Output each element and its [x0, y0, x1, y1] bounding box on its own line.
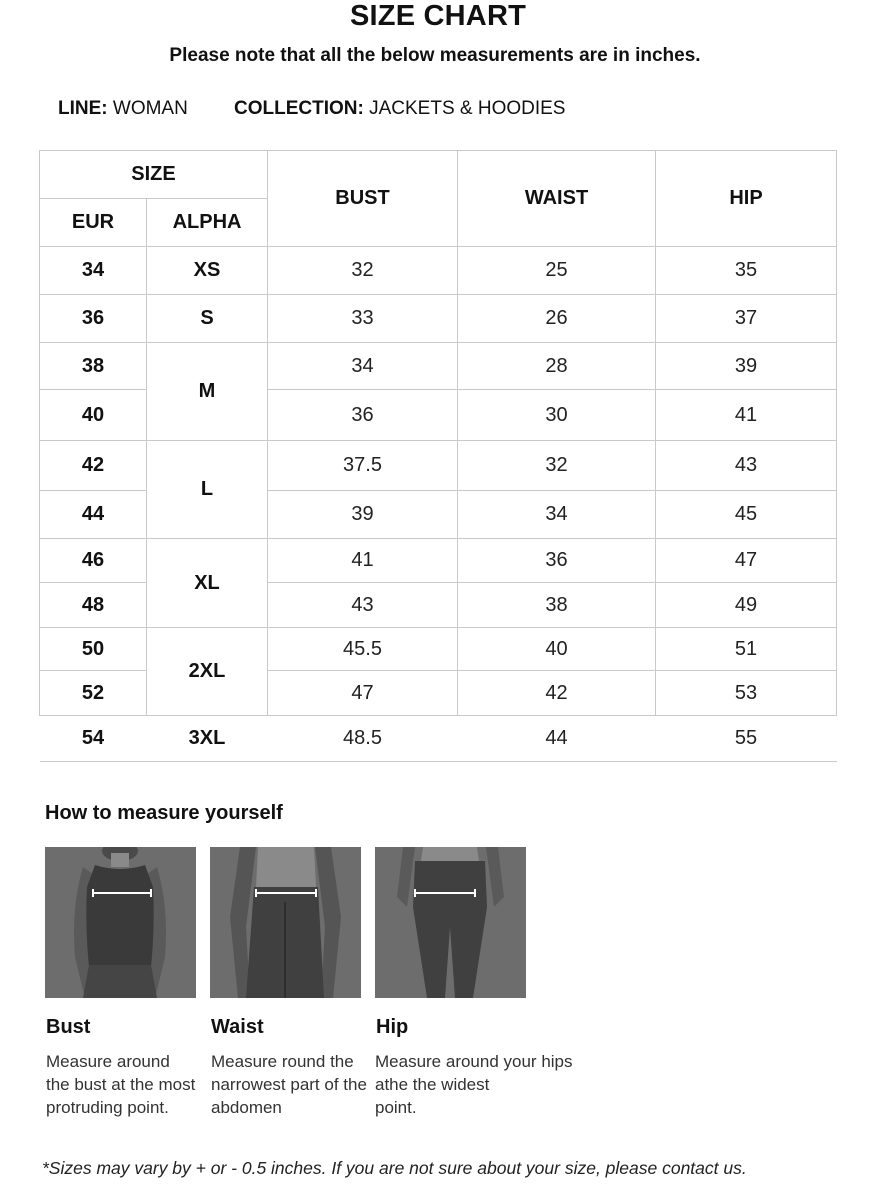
eur-cell: 40: [40, 390, 147, 441]
bust-description-line: Measure around: [46, 1052, 170, 1071]
waist-description-line: Measure round the: [211, 1052, 354, 1071]
collection-value: JACKETS & HOODIES: [369, 98, 566, 119]
hip-cell: 49: [656, 583, 837, 628]
hip-cell: 47: [656, 539, 837, 583]
size-footnote: *Sizes may vary by + or - 0.5 inches. If you are not sure about your size, please contact us.: [42, 1158, 747, 1178]
line-value: WOMAN: [112, 98, 188, 119]
bust-cell: 41: [268, 539, 458, 583]
hip-cell: 37: [656, 295, 837, 343]
waist-cell: 34: [458, 491, 656, 539]
alpha-cell: M: [147, 343, 268, 441]
bust-description-line: the bust at the most: [46, 1075, 196, 1094]
line-info: [58, 97, 188, 121]
waist-description-line: narrowest part of the: [211, 1075, 367, 1094]
waist-description-line: abdomen: [211, 1098, 282, 1117]
hip-cell: 53: [656, 671, 837, 716]
hip-title: Hip: [376, 1016, 409, 1038]
waist-cell: 44: [458, 716, 656, 762]
table-row: [40, 441, 837, 491]
eur-cell: 46: [40, 539, 147, 583]
bust-header: BUST: [268, 151, 458, 247]
waist-cell: 30: [458, 390, 656, 441]
waist-title: Waist: [211, 1016, 264, 1038]
alpha-cell: L: [147, 441, 268, 539]
bust-cell: 36: [268, 390, 458, 441]
hip-cell: 43: [656, 441, 837, 491]
alpha-cell: XS: [147, 247, 268, 295]
hip-description-line: point.: [375, 1098, 417, 1117]
table-row: [40, 539, 837, 583]
eur-cell: 52: [40, 671, 147, 716]
table-row: [40, 716, 837, 762]
eur-header: EUR: [40, 199, 147, 247]
eur-cell: 54: [40, 716, 147, 762]
hip-description-line: Measure around your hips: [375, 1052, 573, 1071]
alpha-cell: XL: [147, 539, 268, 628]
bust-description: [46, 1050, 195, 1119]
eur-cell: 42: [40, 441, 147, 491]
waist-header: WAIST: [458, 151, 656, 247]
waist-cell: 28: [458, 343, 656, 390]
table-row: [40, 343, 837, 390]
hip-cell: 41: [656, 390, 837, 441]
eur-cell: 48: [40, 583, 147, 628]
waist-cell: 26: [458, 295, 656, 343]
hip-cell: 39: [656, 343, 837, 390]
table-row: [40, 628, 837, 671]
bust-cell: 45.5: [268, 628, 458, 671]
hip-description-line: athe the widest: [375, 1075, 490, 1094]
hip-cell: 55: [656, 716, 837, 762]
bust-description-line: protruding point.: [46, 1098, 169, 1117]
waist-measure-image: [210, 847, 361, 998]
how-to-measure-title: How to measure yourself: [45, 802, 283, 824]
waist-cell: 42: [458, 671, 656, 716]
hip-cell: 51: [656, 628, 837, 671]
eur-cell: 44: [40, 491, 147, 539]
bust-cell: 37.5: [268, 441, 458, 491]
line-label: LINE:: [58, 98, 108, 119]
waist-cell: 40: [458, 628, 656, 671]
hip-measure-image: [375, 847, 526, 998]
table-row: [40, 247, 837, 295]
alpha-cell: S: [147, 295, 268, 343]
eur-cell: 38: [40, 343, 147, 390]
waist-cell: 36: [458, 539, 656, 583]
hip-description: [375, 1050, 573, 1119]
eur-cell: 34: [40, 247, 147, 295]
bust-cell: 43: [268, 583, 458, 628]
collection-label: COLLECTION:: [234, 98, 364, 119]
page-title: SIZE CHART: [350, 0, 526, 32]
hip-cell: 35: [656, 247, 837, 295]
table-row: [40, 295, 837, 343]
eur-cell: 50: [40, 628, 147, 671]
alpha-cell: 3XL: [147, 716, 268, 762]
eur-cell: 36: [40, 295, 147, 343]
waist-cell: 38: [458, 583, 656, 628]
collection-info: [234, 97, 565, 121]
measurement-note: Please note that all the below measurements are in inches.: [169, 45, 701, 66]
waist-cell: 32: [458, 441, 656, 491]
bust-cell: 48.5: [268, 716, 458, 762]
waist-description: [211, 1050, 367, 1119]
alpha-header: ALPHA: [147, 199, 268, 247]
size-table: [39, 150, 837, 762]
size-header: SIZE: [40, 151, 268, 199]
bust-cell: 34: [268, 343, 458, 390]
bust-cell: 39: [268, 491, 458, 539]
hip-cell: 45: [656, 491, 837, 539]
bust-cell: 32: [268, 247, 458, 295]
bust-cell: 33: [268, 295, 458, 343]
bust-measure-image: [45, 847, 196, 998]
bust-cell: 47: [268, 671, 458, 716]
bust-title: Bust: [46, 1016, 91, 1038]
alpha-cell: 2XL: [147, 628, 268, 716]
waist-cell: 25: [458, 247, 656, 295]
hip-header: HIP: [656, 151, 837, 247]
